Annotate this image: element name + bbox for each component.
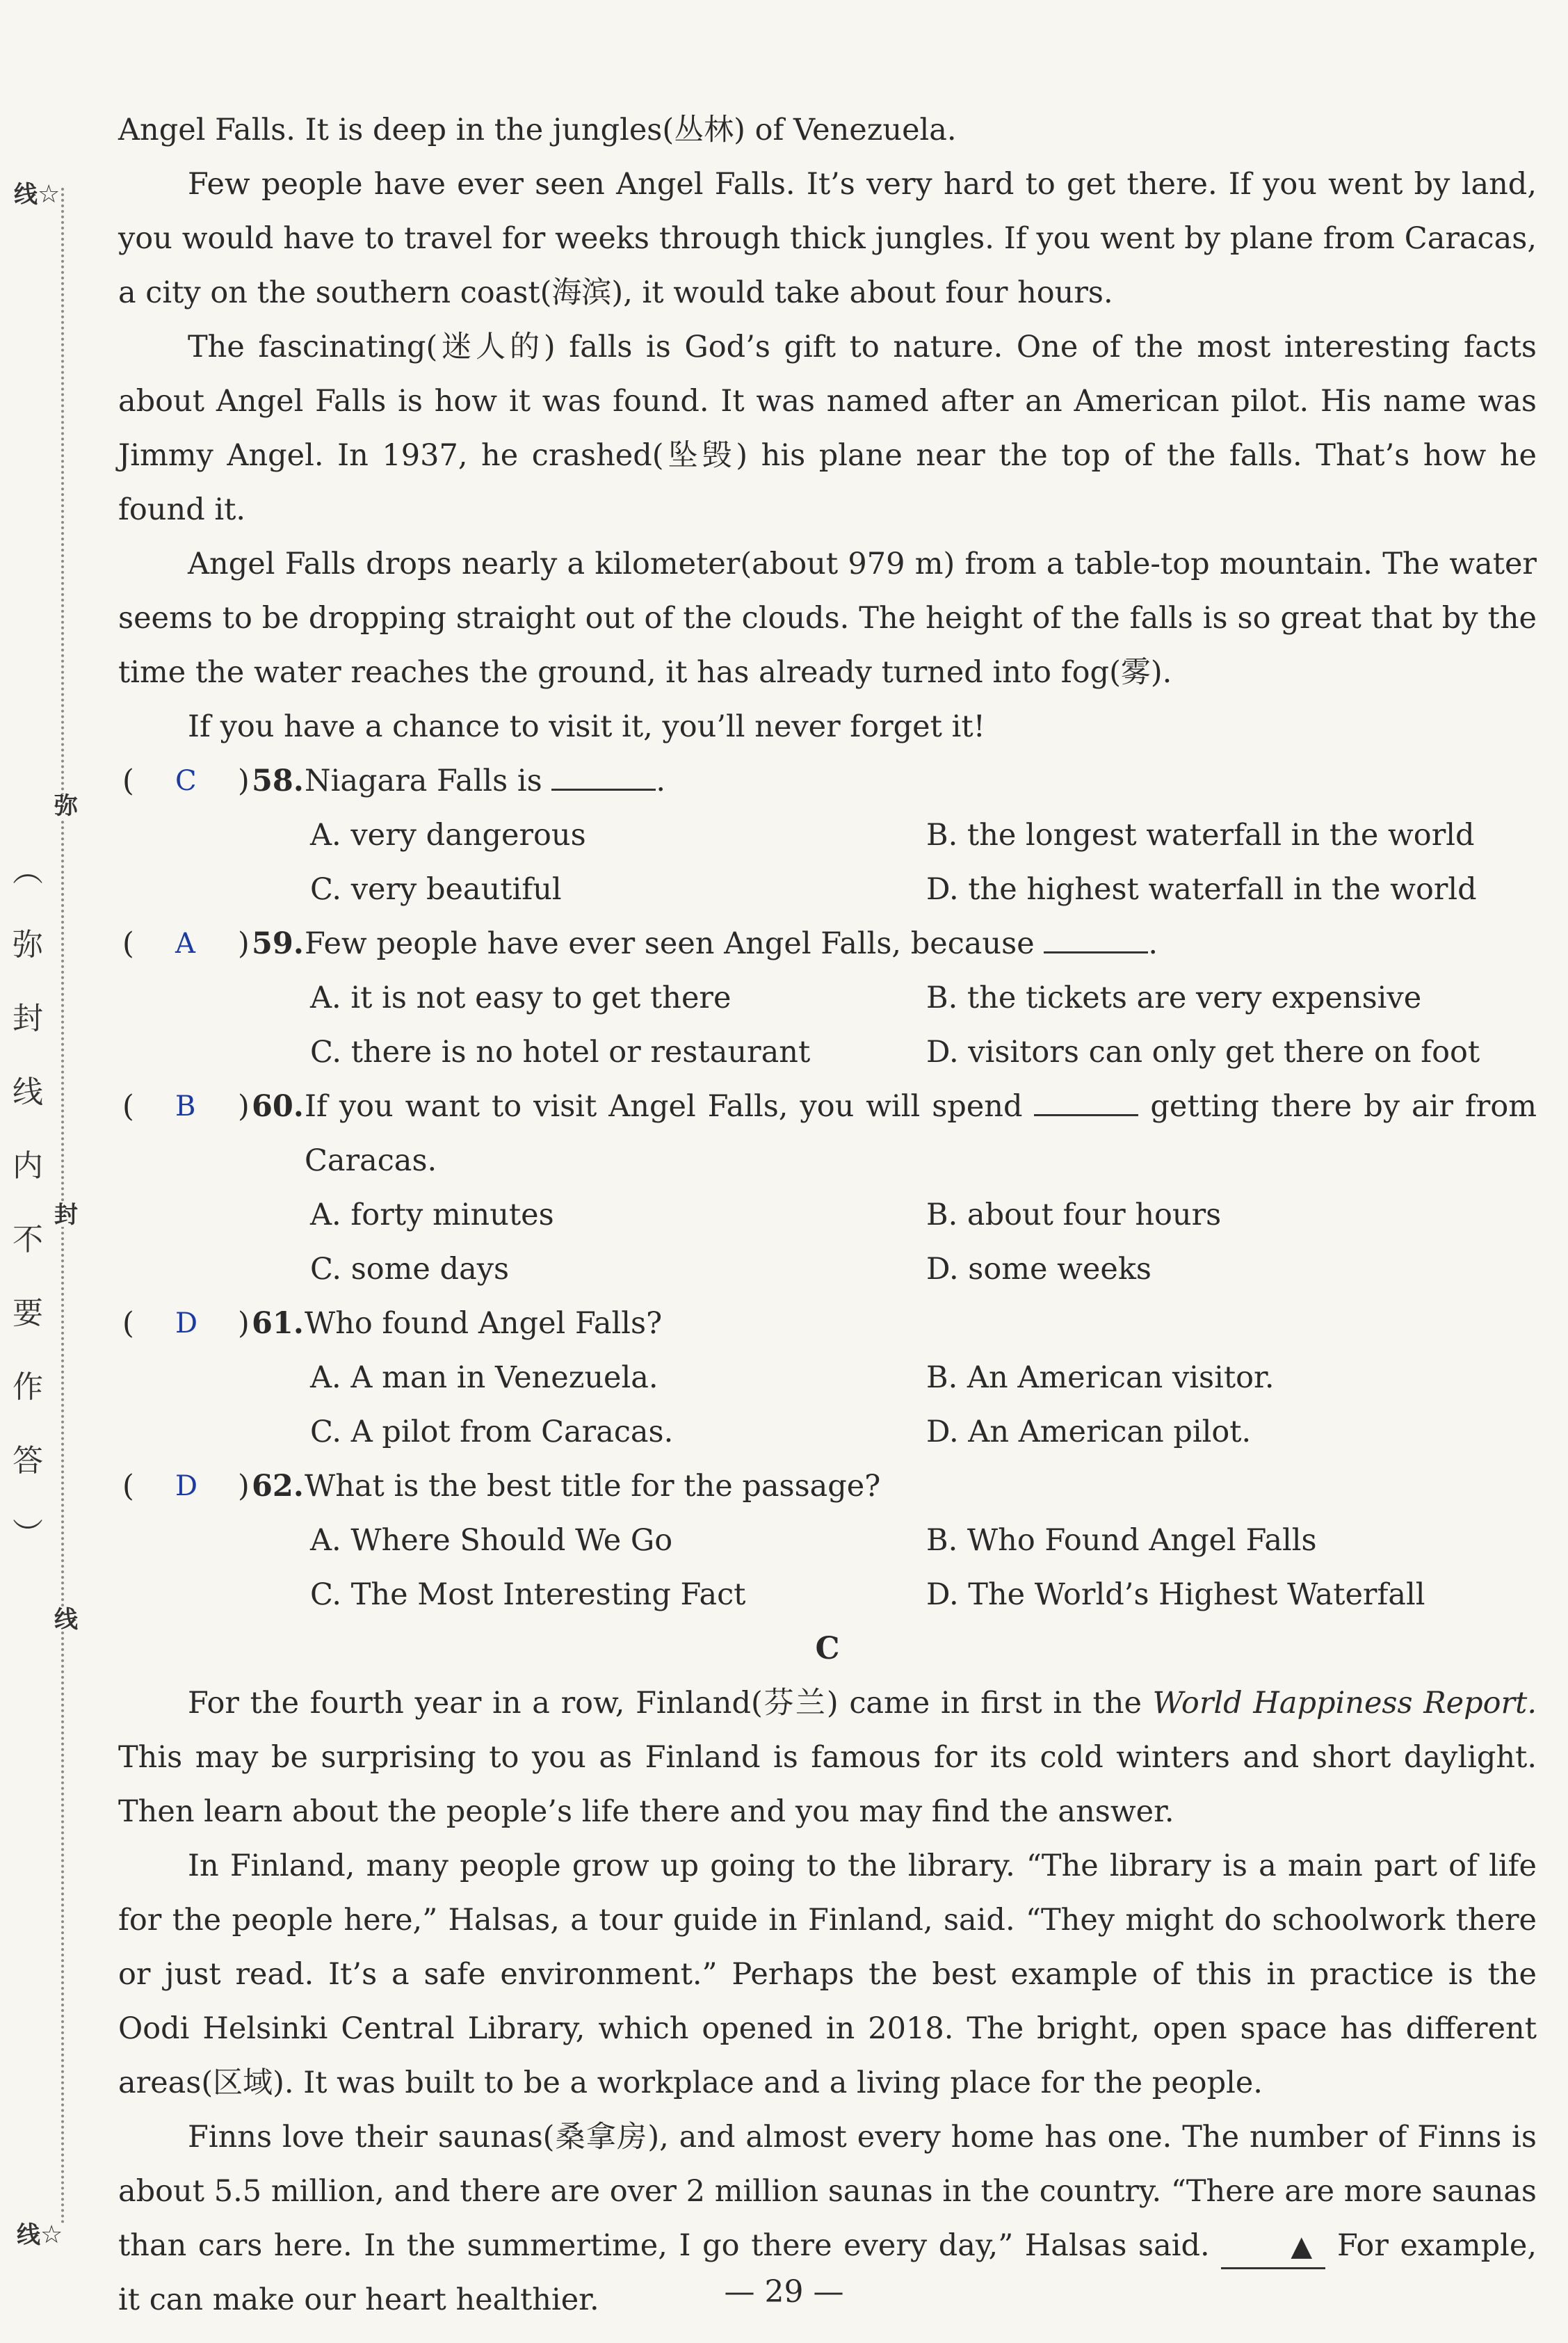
- margin-mark-top-label: 线: [14, 181, 38, 209]
- option-d: D. visitors can only get there on foot: [926, 1035, 1480, 1070]
- question-number: 61.: [252, 1306, 304, 1341]
- answer-letter: D: [175, 1307, 198, 1339]
- section-heading: C: [815, 1631, 840, 1666]
- paragraph-text: This may be surprising to you as Finland is famous for its cold winters and short daylight. Then learn about the people’s life there and you may find the answer.: [118, 1740, 1537, 1829]
- option-a: A. A man in Venezuela.: [310, 1360, 658, 1395]
- passage-paragraph: In Finland, many people grow up going to the library. “The library is a main part of life for the people here,” Halsas, a tour guide in Finland, said. “They might do schoolwork there or just read. It’s a safe environment.” Perhaps the best example of this in practice is the Oodi Helsinki Central Library, which opened in 2018. The bright, open space has different areas(区域). It was built to be a workplace and a living place for the people.: [118, 1849, 1537, 2100]
- star-icon: ☆: [40, 2221, 63, 2249]
- question-62: [118, 1459, 1537, 1622]
- report-title: World Happiness Report.: [1152, 1686, 1537, 1721]
- margin-mark-xian: 线: [54, 1606, 78, 1634]
- margin-char: 线: [13, 1074, 43, 1110]
- margin-mark-bottom: [17, 2223, 63, 2248]
- margin-char: ︶: [13, 1517, 43, 1552]
- option-b: B. about four hours: [926, 1198, 1222, 1232]
- paragraph-text: For the fourth year in a row, Finland(芬兰) came in first in the: [188, 1686, 1153, 1721]
- option-b: B. the longest waterfall in the world: [926, 818, 1475, 853]
- answer-letter: C: [175, 765, 197, 797]
- question-61: [118, 1296, 1537, 1459]
- option-d: D. The World’s Highest Waterfall: [926, 1577, 1425, 1612]
- margin-char: 作: [13, 1369, 43, 1405]
- page-number: — 29 —: [724, 2274, 844, 2310]
- answer-letter: D: [175, 1470, 198, 1502]
- margin-mark-feng: 封: [54, 1201, 78, 1229]
- option-b: B. An American visitor.: [926, 1360, 1275, 1395]
- option-c: C. A pilot from Caracas.: [310, 1415, 674, 1449]
- answer-blank: [1044, 924, 1148, 953]
- option-a: A. very dangerous: [310, 818, 586, 853]
- margin-char: ︵: [13, 853, 43, 889]
- paragraph-text: Finns love their saunas(桑拿房), and almost every home has one. The number of Finns is about 5.5 million, and there are over 2 million saunas in the country. “There are more saunas than cars here. In the summertime, I go there every day,” Halsas said.: [118, 2120, 1537, 2263]
- margin-warning-vertical: [11, 835, 45, 1572]
- passage-paragraph: The fascinating(迷人的) falls is God’s gift to nature. One of the most interesting facts about Angel Falls is how it was found. It was named after an American pilot. His name was Jimmy Angel. In 1937, he crashed(坠毁) his plane near the top of the falls. That’s how he found it.: [118, 330, 1537, 527]
- question-number: 62.: [252, 1469, 304, 1504]
- margin-char: 答: [13, 1443, 43, 1479]
- margin-char: 内: [13, 1148, 43, 1184]
- answer-bracket: ( A ) 59.: [118, 917, 305, 971]
- option-c: C. The Most Interesting Fact: [310, 1577, 746, 1612]
- option-b: B. Who Found Angel Falls: [926, 1523, 1317, 1558]
- question-text: [305, 917, 1537, 971]
- option-c: C. very beautiful: [310, 872, 562, 907]
- margin-mark-top: [14, 182, 60, 207]
- question-number: 58.: [252, 764, 304, 798]
- margin-char: 弥: [13, 927, 43, 963]
- option-c: C. there is no hotel or restaurant: [310, 1035, 811, 1070]
- margin-char: 要: [13, 1296, 43, 1331]
- question-text: Who found Angel Falls?: [305, 1306, 663, 1341]
- question-58: [118, 754, 1537, 917]
- triangle-blank: ▲: [1221, 2225, 1325, 2269]
- question-stem-end: .: [1148, 926, 1158, 961]
- question-text: What is the best title for the passage?: [305, 1469, 881, 1504]
- question-stem: Niagara Falls is: [305, 764, 552, 798]
- paragraph-text: For example, it can make our heart healthier.: [118, 2228, 1537, 2317]
- answer-bracket: ( C ) 58.: [118, 754, 305, 808]
- question-stem-end: .: [656, 764, 665, 798]
- star-icon: ☆: [38, 180, 60, 209]
- question-stem-end: getting there by air from Caracas.: [305, 1089, 1537, 1178]
- margin-mark-bottom-label: 线: [17, 2221, 40, 2249]
- question-stem: If you want to visit Angel Falls, you will spend: [305, 1089, 1035, 1124]
- answer-blank: [1034, 1086, 1138, 1116]
- margin-mark-mi: 弥: [54, 792, 78, 820]
- option-d: D. An American pilot.: [926, 1415, 1252, 1449]
- passage-paragraph: Angel Falls. It is deep in the jungles(丛林) of Venezuela.: [118, 113, 957, 147]
- option-a: A. forty minutes: [310, 1198, 554, 1232]
- answer-bracket: ( B ) 60.: [118, 1079, 305, 1188]
- option-a: A. Where Should We Go: [310, 1523, 673, 1558]
- passage-paragraph: Angel Falls drops nearly a kilometer(about 979 m) from a table-top mountain. The water seems to be dropping straight out of the clouds. The height of the falls is so great that by the time the water reaches the ground, it has already turned into fog(雾).: [118, 547, 1537, 690]
- option-d: D. some weeks: [926, 1252, 1151, 1287]
- passage-paragraph: Few people have ever seen Angel Falls. It’s very hard to get there. If you went by land, you would have to travel for weeks through thick jungles. If you went by plane from Caracas, a city on the southern coast(海滨), it would take about four hours.: [118, 167, 1537, 310]
- passage-paragraph: [118, 1676, 1537, 1839]
- option-c: C. some days: [310, 1252, 510, 1287]
- margin-char: 封: [13, 1001, 43, 1036]
- question-60: [118, 1079, 1537, 1296]
- question-59: [118, 917, 1537, 1079]
- question-text: [305, 754, 1537, 808]
- question-stem: Few people have ever seen Angel Falls, because: [305, 926, 1044, 961]
- answer-letter: B: [175, 1090, 196, 1122]
- question-text: [305, 1079, 1537, 1188]
- answer-bracket: ( D ) 61.: [118, 1296, 305, 1351]
- question-number: 60.: [252, 1089, 304, 1124]
- answer-letter: A: [175, 928, 195, 960]
- option-b: B. the tickets are very expensive: [926, 981, 1422, 1015]
- margin-char: 不: [13, 1222, 43, 1257]
- passage-paragraph: If you have a chance to visit it, you’ll never forget it!: [188, 709, 985, 744]
- answer-bracket: ( D ) 62.: [118, 1459, 305, 1513]
- option-d: D. the highest waterfall in the world: [926, 872, 1477, 907]
- page-content: [118, 103, 1537, 2327]
- answer-blank: [551, 761, 656, 791]
- option-a: A. it is not easy to get there: [310, 981, 732, 1015]
- question-number: 59.: [252, 926, 304, 961]
